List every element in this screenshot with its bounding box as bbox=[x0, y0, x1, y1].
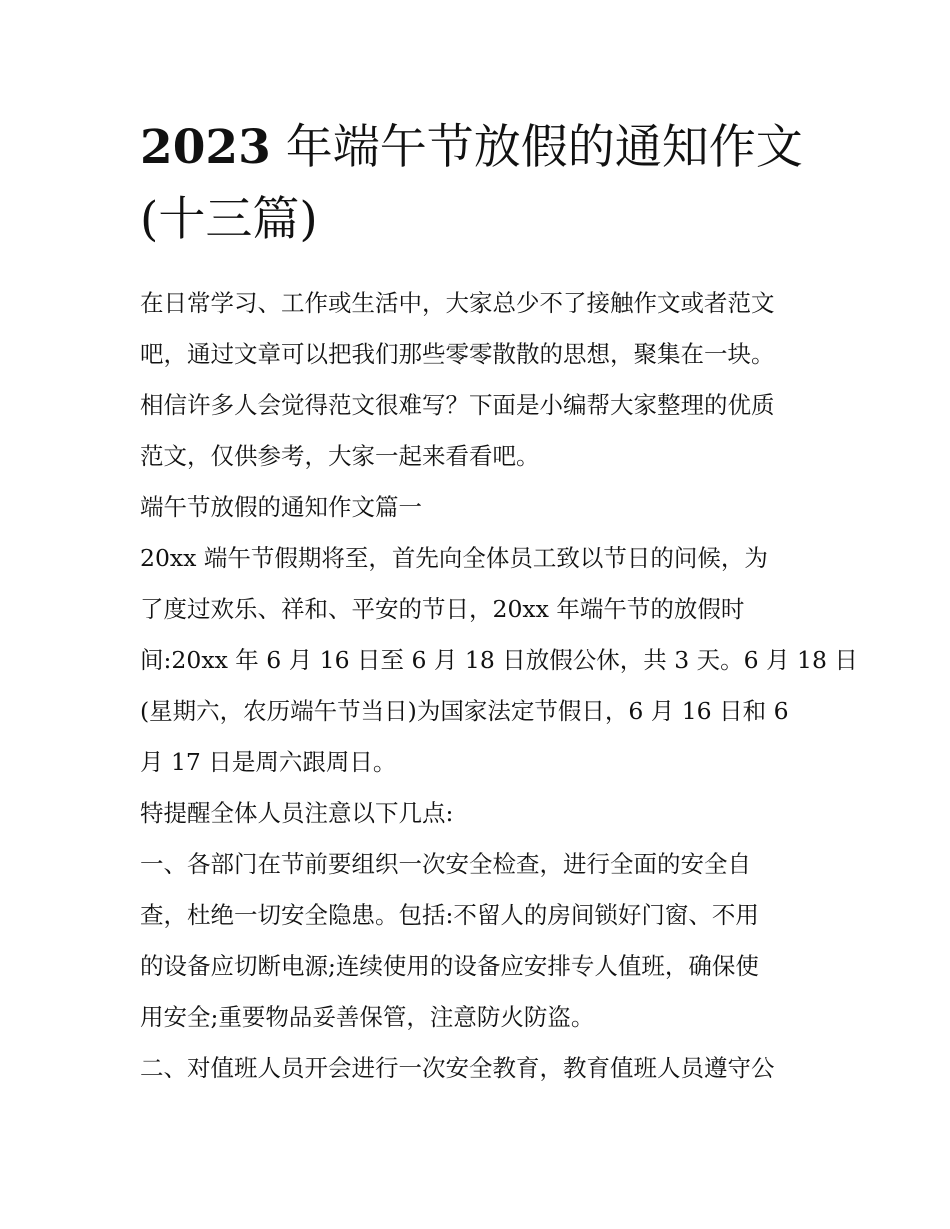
text-line: 吧，通过文章可以把我们那些零零散散的思想，聚集在一块。 bbox=[140, 340, 775, 368]
text-line: 了度过欢乐、祥和、平安的节日，20xx 年端午节的放假时 bbox=[140, 595, 745, 623]
reminder-heading bbox=[140, 788, 820, 839]
title-line-2: (十三篇) bbox=[140, 192, 318, 247]
text-line: 月 17 日是周六跟周日。 bbox=[140, 748, 397, 776]
text-line: 查，杜绝一切安全隐患。包括:不留人的房间锁好门窗、不用 bbox=[140, 901, 759, 929]
text-line: 用安全;重要物品妥善保管，注意防火防盗。 bbox=[140, 1003, 595, 1031]
intro-paragraph bbox=[140, 278, 820, 482]
holiday-paragraph bbox=[140, 533, 858, 788]
text-line: 特提醒全体人员注意以下几点: bbox=[140, 799, 454, 827]
title-year: 2023 bbox=[140, 120, 271, 175]
title-line-1 bbox=[140, 112, 820, 184]
text-line: 间:20xx 年 6 月 16 日至 6 月 18 日放假公休，共 3 天。6 月 18 日 bbox=[140, 646, 858, 674]
document-body bbox=[140, 278, 858, 1094]
point-two-paragraph bbox=[140, 1043, 820, 1094]
text-line: (星期六，农历端午节当日)为国家法定节假日，6 月 16 日和 6 bbox=[140, 697, 789, 725]
document-title bbox=[140, 112, 820, 256]
text-line: 端午节放假的通知作文篇一 bbox=[140, 493, 422, 521]
point-one-paragraph bbox=[140, 839, 820, 1043]
text-line: 一、各部门在节前要组织一次安全检查，进行全面的安全自 bbox=[140, 850, 751, 878]
text-line: 范文，仅供参考，大家一起来看看吧。 bbox=[140, 442, 540, 470]
document-page bbox=[140, 112, 858, 1094]
text-line: 的设备应切断电源;连续使用的设备应安排专人值班，确保使 bbox=[140, 952, 759, 980]
text-line: 20xx 端午节假期将至，首先向全体员工致以节日的问候，为 bbox=[140, 544, 768, 572]
text-line: 在日常学习、工作或生活中，大家总少不了接触作文或者范文 bbox=[140, 289, 775, 317]
text-line: 二、对值班人员开会进行一次安全教育，教育值班人员遵守公 bbox=[140, 1054, 775, 1082]
text-line: 相信许多人会觉得范文很难写？下面是小编帮大家整理的优质 bbox=[140, 391, 775, 419]
section-heading bbox=[140, 482, 820, 533]
title-text: 年端午节放假的通知作文 bbox=[285, 120, 803, 175]
